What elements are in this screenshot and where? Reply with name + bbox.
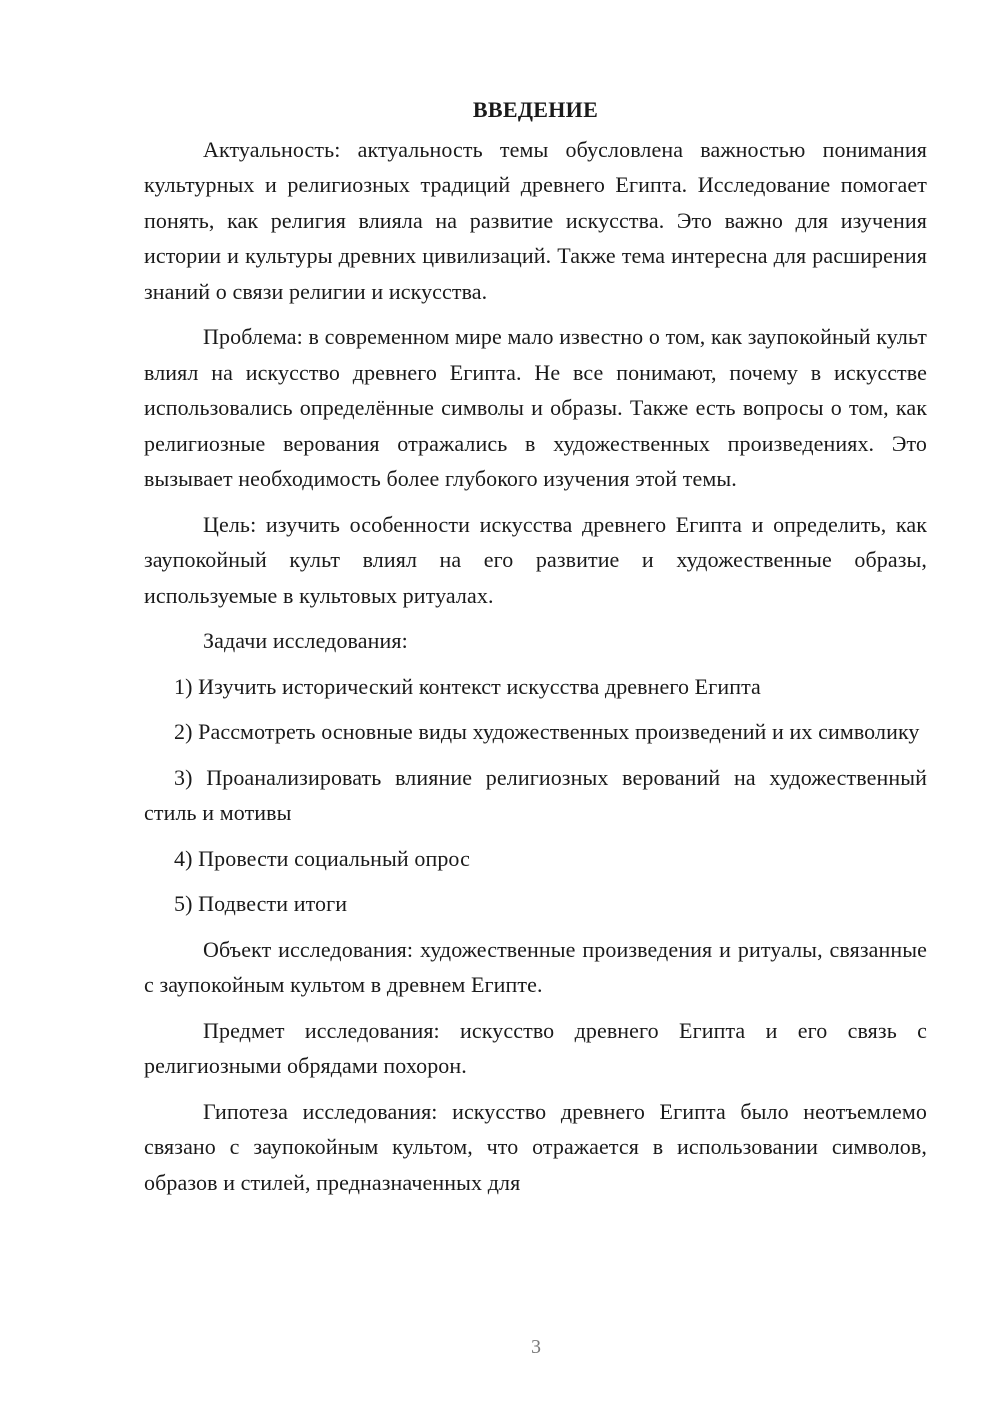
task-item-4: 4) Провести социальный опрос <box>174 845 470 871</box>
problem-paragraph: Проблема: в современном мире мало известно о том, как заупокойный культ влиял на искусство древнего Египта. Не все понимают, почему в искусстве использовались определённые символы и образы. Также есть вопросы о том, как религиозные верования отражались в художественных произведениях. Это вызывает необходимость более глубокого изучения этой темы. <box>144 324 927 491</box>
page-number: 3 <box>531 1336 541 1358</box>
subject-paragraph: Предмет исследования: искусство древнего Египта и его связь с религиозными обрядами похорон. <box>144 1017 927 1078</box>
hypothesis-paragraph: Гипотеза исследования: искусство древнего Египта было неотъемлемо связано с заупокойным культом, что отражается в использовании символов, образов и стилей, предназначенных для <box>144 1098 927 1195</box>
tasks-heading: Задачи исследования: <box>203 628 408 653</box>
object-paragraph: Объект исследования: художественные произведения и ритуалы, связанные с заупокойным культом в древнем Египте. <box>144 936 927 997</box>
task-item-1: 1) Изучить исторический контекст искусства древнего Египта <box>174 673 761 699</box>
section-title: ВВЕДЕНИЕ <box>472 97 599 122</box>
goal-paragraph: Цель: изучить особенности искусства древнего Египта и определить, как заупокойный культ влиял на его развитие и художественные образы, используемые в культовых ритуалах. <box>144 511 927 608</box>
relevance-paragraph: Актуальность: актуальность темы обусловлена важностью понимания культурных и религиозных традиций древнего Египта. Исследование помогает понять, как религия влияла на развитие искусства. Это важно для изучения истории и культуры древних цивилизаций. Также тема интересна для расширения знаний о связи религии и искусства. <box>144 136 927 304</box>
task-item-3: 3) Проанализировать влияние религиозных верований на художественный стиль и мотивы <box>144 764 927 825</box>
page-content <box>144 92 927 1210</box>
task-item-2: 2) Рассмотреть основные виды художественных произведений и их символику <box>174 719 920 744</box>
task-item-5: 5) Подвести итоги <box>174 891 348 916</box>
